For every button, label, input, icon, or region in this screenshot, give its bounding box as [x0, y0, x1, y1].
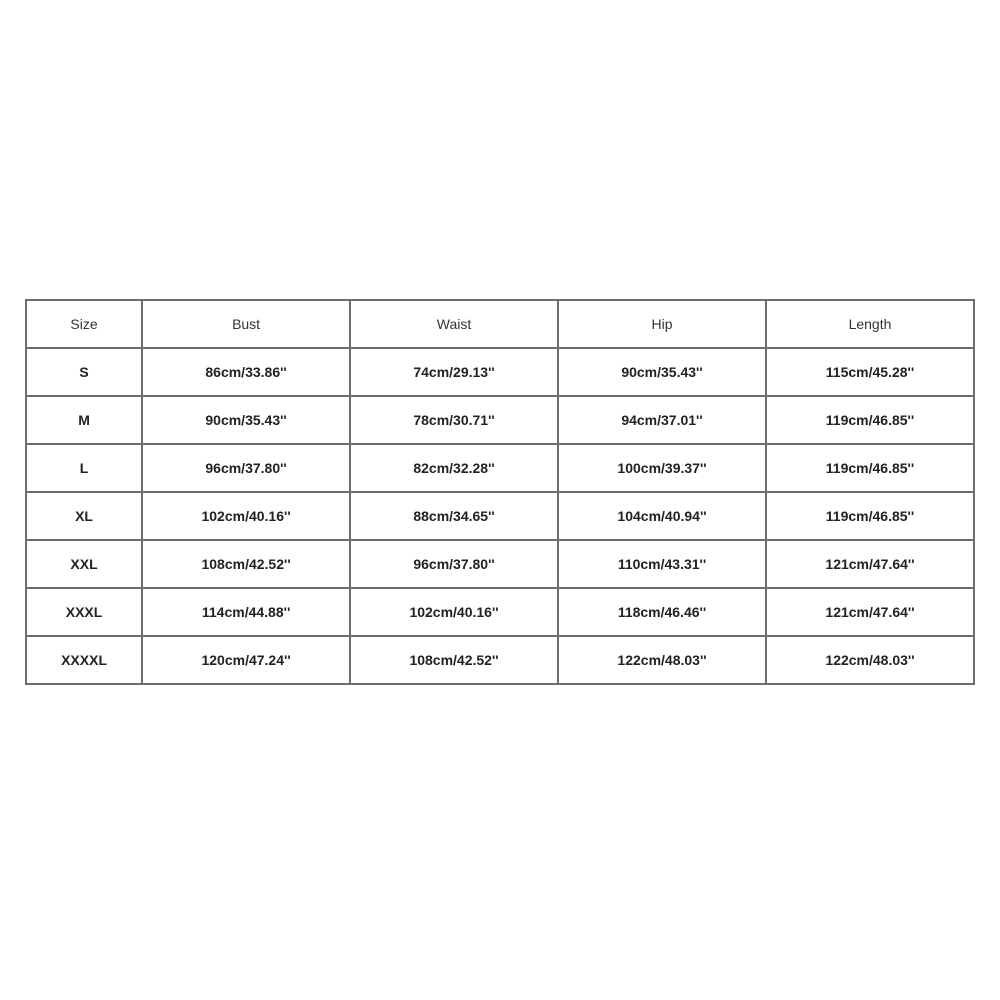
waist-cell: 74cm/29.13''	[350, 348, 558, 396]
hip-cell: 122cm/48.03''	[558, 636, 766, 684]
size-cell: XL	[26, 492, 142, 540]
length-cell: 121cm/47.64''	[766, 588, 974, 636]
size-cell: S	[26, 348, 142, 396]
waist-cell: 82cm/32.28''	[350, 444, 558, 492]
size-cell: XXXL	[26, 588, 142, 636]
header-bust: Bust	[142, 300, 350, 348]
hip-cell: 90cm/35.43''	[558, 348, 766, 396]
size-chart-table	[25, 299, 975, 685]
size-cell: M	[26, 396, 142, 444]
length-cell: 119cm/46.85''	[766, 444, 974, 492]
length-cell: 115cm/45.28''	[766, 348, 974, 396]
table-row	[26, 396, 974, 444]
bust-cell: 86cm/33.86''	[142, 348, 350, 396]
length-cell: 119cm/46.85''	[766, 396, 974, 444]
size-cell: L	[26, 444, 142, 492]
waist-cell: 96cm/37.80''	[350, 540, 558, 588]
header-hip: Hip	[558, 300, 766, 348]
header-length: Length	[766, 300, 974, 348]
hip-cell: 110cm/43.31''	[558, 540, 766, 588]
waist-cell: 88cm/34.65''	[350, 492, 558, 540]
bust-cell: 90cm/35.43''	[142, 396, 350, 444]
length-cell: 122cm/48.03''	[766, 636, 974, 684]
table-row	[26, 444, 974, 492]
table-row	[26, 540, 974, 588]
bust-cell: 120cm/47.24''	[142, 636, 350, 684]
table-row	[26, 348, 974, 396]
bust-cell: 114cm/44.88''	[142, 588, 350, 636]
header-waist: Waist	[350, 300, 558, 348]
table-row	[26, 492, 974, 540]
waist-cell: 108cm/42.52''	[350, 636, 558, 684]
header-row	[26, 300, 974, 348]
hip-cell: 104cm/40.94''	[558, 492, 766, 540]
size-cell: XXL	[26, 540, 142, 588]
length-cell: 121cm/47.64''	[766, 540, 974, 588]
hip-cell: 94cm/37.01''	[558, 396, 766, 444]
bust-cell: 102cm/40.16''	[142, 492, 350, 540]
waist-cell: 102cm/40.16''	[350, 588, 558, 636]
length-cell: 119cm/46.85''	[766, 492, 974, 540]
hip-cell: 100cm/39.37''	[558, 444, 766, 492]
table-row	[26, 636, 974, 684]
bust-cell: 108cm/42.52''	[142, 540, 350, 588]
table-row	[26, 588, 974, 636]
bust-cell: 96cm/37.80''	[142, 444, 350, 492]
waist-cell: 78cm/30.71''	[350, 396, 558, 444]
hip-cell: 118cm/46.46''	[558, 588, 766, 636]
header-size: Size	[26, 300, 142, 348]
size-cell: XXXXL	[26, 636, 142, 684]
